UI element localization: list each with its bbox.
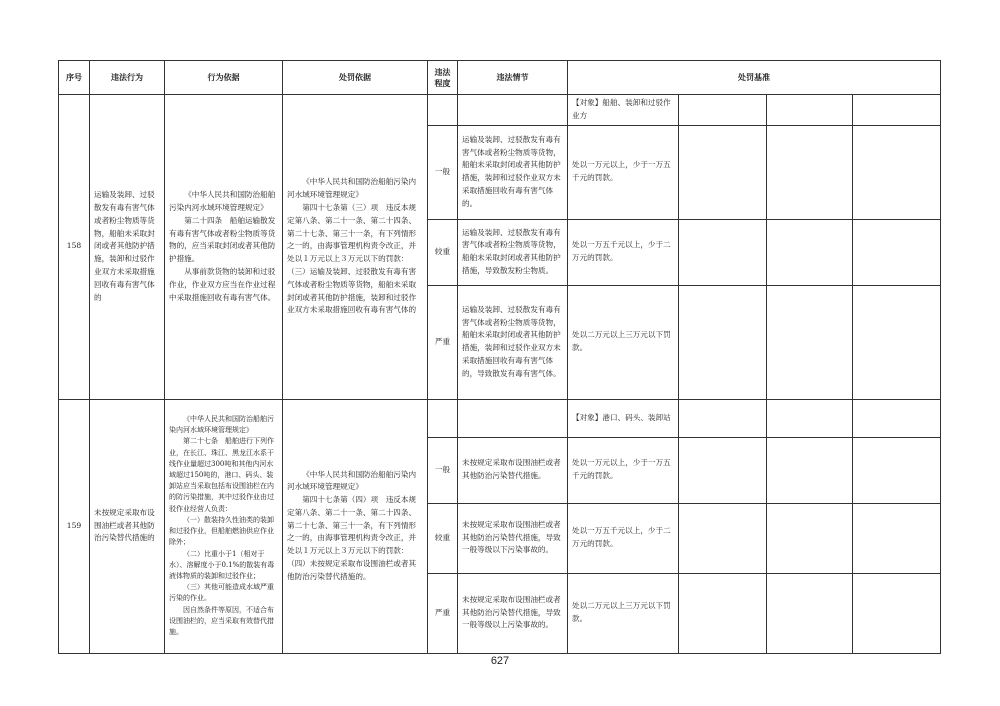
standard-text: 处以二万元以上三万元以下罚款。 bbox=[568, 285, 679, 399]
blank-cell bbox=[679, 95, 767, 126]
degree-label: 较重 bbox=[428, 503, 458, 573]
penalty-basis-line: 第四十七条第（四）项 违反本规定第八条、第二十一条、第二十四条、第二十七条、第三十一条，有下列情形之一的，由海事管理机构责令改正，并处以１万元以上３万元以下的罚款：（四）未按规定采取布设围油栏或者其他防治污染替代措施的。 bbox=[287, 495, 417, 581]
header-penalty-basis: 处罚依据 bbox=[283, 61, 428, 95]
page-number: 627 bbox=[490, 655, 510, 667]
header-basis: 行为依据 bbox=[165, 61, 283, 95]
basis-line: （三）其他可能造成水域严重污染的作业。 bbox=[169, 583, 274, 603]
blank-cell bbox=[853, 437, 941, 503]
circumstance-text: 未按规定采取布设围油栏或者其他防治污染替代措施，导致一般等级以上污染事故的。 bbox=[458, 573, 568, 653]
blank-cell bbox=[767, 219, 853, 285]
blank-cell bbox=[853, 573, 941, 653]
header-act: 违法行为 bbox=[90, 61, 165, 95]
blank-cell bbox=[853, 125, 941, 219]
circumstance-empty bbox=[458, 399, 568, 437]
blank-cell bbox=[767, 285, 853, 399]
row-number: 159 bbox=[59, 399, 90, 653]
header-degree: 违法 程度 bbox=[428, 61, 458, 95]
basis-line: 从事前款货物的装卸和过驳作业，作业双方应当在作业过程中采取措施回收有毒有害气体。 bbox=[169, 266, 276, 302]
blank-cell bbox=[853, 285, 941, 399]
degree-empty bbox=[428, 95, 458, 126]
basis-line: （一）散装持久性油类的装卸和过驳作业，但船舶燃油供应作业除外； bbox=[169, 515, 274, 547]
penalty-basis bbox=[283, 399, 428, 653]
circumstance-text: 未按规定采取布设围油栏或者其他防治污染替代措施。 bbox=[458, 437, 568, 503]
header-no: 序号 bbox=[59, 61, 90, 95]
violation-basis bbox=[165, 399, 283, 653]
penalty-basis-line: 《中华人民共和国防治船舶污染内河水域环境管理规定》 bbox=[287, 469, 417, 492]
degree-label: 严重 bbox=[428, 285, 458, 399]
basis-line: 第二十七条 船舶进行下列作业，在长江、珠江、黑龙江水系干线作业量超过300吨和其他内河水域超过150吨的，港口、码头、装卸站应当采取包括布设围油栏在内的防污染措施，其中过驳作业由过驳作业经营人负责： bbox=[169, 437, 274, 513]
violation-act: 运输及装卸、过驳散发有毒有害气体或者粉尘物质等货物，船舶未采取封闭或者其他防护措施，装卸和过驳作业双方未采取措施回收有毒有害气体的 bbox=[90, 95, 165, 400]
header-circumstance: 违法情节 bbox=[458, 61, 568, 95]
penalty-standard-table bbox=[58, 60, 941, 654]
standard-text: 处以二万元以上三万元以下罚款。 bbox=[568, 573, 679, 653]
blank-cell bbox=[679, 437, 767, 503]
circumstance-text: 运输及装卸、过驳散发有毒有害气体或者粉尘物质等货物，船舶未采取封闭或者其他防护措施，装卸和过驳作业双方未采取措施回收有毒有害气体的。 bbox=[458, 125, 568, 219]
blank-cell bbox=[679, 285, 767, 399]
blank-cell bbox=[679, 399, 767, 437]
standard-text: 处以一万五千元以上，少于二万元的罚款。 bbox=[568, 503, 679, 573]
standard-text: 处以一万五千元以上，少于二万元的罚款。 bbox=[568, 219, 679, 285]
blank-cell bbox=[853, 503, 941, 573]
blank-cell bbox=[679, 125, 767, 219]
penalty-object: 【对象】港口、码头、装卸站 bbox=[568, 399, 679, 437]
circumstance-text: 运输及装卸、过驳散发有毒有害气体或者粉尘物质等货物，船舶未采取封闭或者其他防护措施，装卸和过驳作业双方未采取措施回收有毒有害气体的，导致散发有毒有害气体。 bbox=[458, 285, 568, 399]
violation-basis bbox=[165, 95, 283, 400]
penalty-object: 【对象】船舶、装卸和过驳作业方 bbox=[568, 95, 679, 126]
circumstance-text: 未按规定采取布设围油栏或者其他防治污染替代措施，导致一般等级以下污染事故的。 bbox=[458, 503, 568, 573]
blank-cell bbox=[767, 399, 853, 437]
degree-label: 一般 bbox=[428, 437, 458, 503]
table-row bbox=[59, 95, 941, 126]
table-row bbox=[59, 399, 941, 437]
standard-text: 处以一万元以上，少于一万五千元的罚款。 bbox=[568, 125, 679, 219]
row-number: 158 bbox=[59, 95, 90, 400]
degree-empty bbox=[428, 399, 458, 437]
circumstance-text: 运输及装卸、过驳散发有毒有害气体或者粉尘物质等货物，船舶未采取封闭或者其他防护措施，导致散发粉尘物质。 bbox=[458, 219, 568, 285]
basis-line: 《中华人民共和国防治船舶污染内河水域环境管理规定》 bbox=[169, 415, 274, 435]
penalty-basis-line: 《中华人民共和国防治船舶污染内河水域环境管理规定》 bbox=[287, 177, 417, 200]
basis-line: 因自然条件等原因，不适合布设围油栏的，应当采取有效替代措施。 bbox=[169, 605, 274, 636]
blank-cell bbox=[679, 219, 767, 285]
blank-cell bbox=[767, 125, 853, 219]
blank-cell bbox=[767, 573, 853, 653]
blank-cell bbox=[679, 503, 767, 573]
violation-act: 未按规定采取布设围油栏或者其他防治污染替代措施的 bbox=[90, 399, 165, 653]
standard-text: 处以一万元以上，少于一万五千元的罚款。 bbox=[568, 437, 679, 503]
circumstance-empty bbox=[458, 95, 568, 126]
degree-label: 较重 bbox=[428, 219, 458, 285]
basis-line: （二）比重小于1（相对于水）、溶解度小于0.1%的散装有毒液体物质的装卸和过驳作业； bbox=[169, 549, 275, 580]
blank-cell bbox=[853, 219, 941, 285]
blank-cell bbox=[767, 437, 853, 503]
penalty-basis bbox=[283, 95, 428, 400]
blank-cell bbox=[853, 95, 941, 126]
degree-label: 严重 bbox=[428, 573, 458, 653]
basis-line: 《中华人民共和国防治船舶污染内河水域环境管理规定》 bbox=[169, 190, 276, 212]
degree-label: 一般 bbox=[428, 125, 458, 219]
blank-cell bbox=[767, 503, 853, 573]
basis-line: 第二十四条 船舶运输散发有毒有害气体或者粉尘物质等货物的，应当采取封闭或者其他防护措施。 bbox=[169, 215, 276, 264]
blank-cell bbox=[767, 95, 853, 126]
penalty-basis-line: 第四十七条第（三）项 违反本规定第八条、第二十一条、第二十四条、第二十七条、第三十一条，有下列情形之一的，由海事管理机构责令改正，并处以１万元以上３万元以下的罚款：（三）运输及装卸、过驳散发有毒有害气体或者粉尘物质等货物，船舶未采取封闭或者其他防护措施，装卸和过驳作业双方未采取措施回收有毒有害气体的 bbox=[287, 203, 417, 315]
header-standard: 处罚基准 bbox=[568, 61, 941, 95]
blank-cell bbox=[679, 573, 767, 653]
blank-cell bbox=[853, 399, 941, 437]
table-header-row bbox=[59, 61, 941, 95]
